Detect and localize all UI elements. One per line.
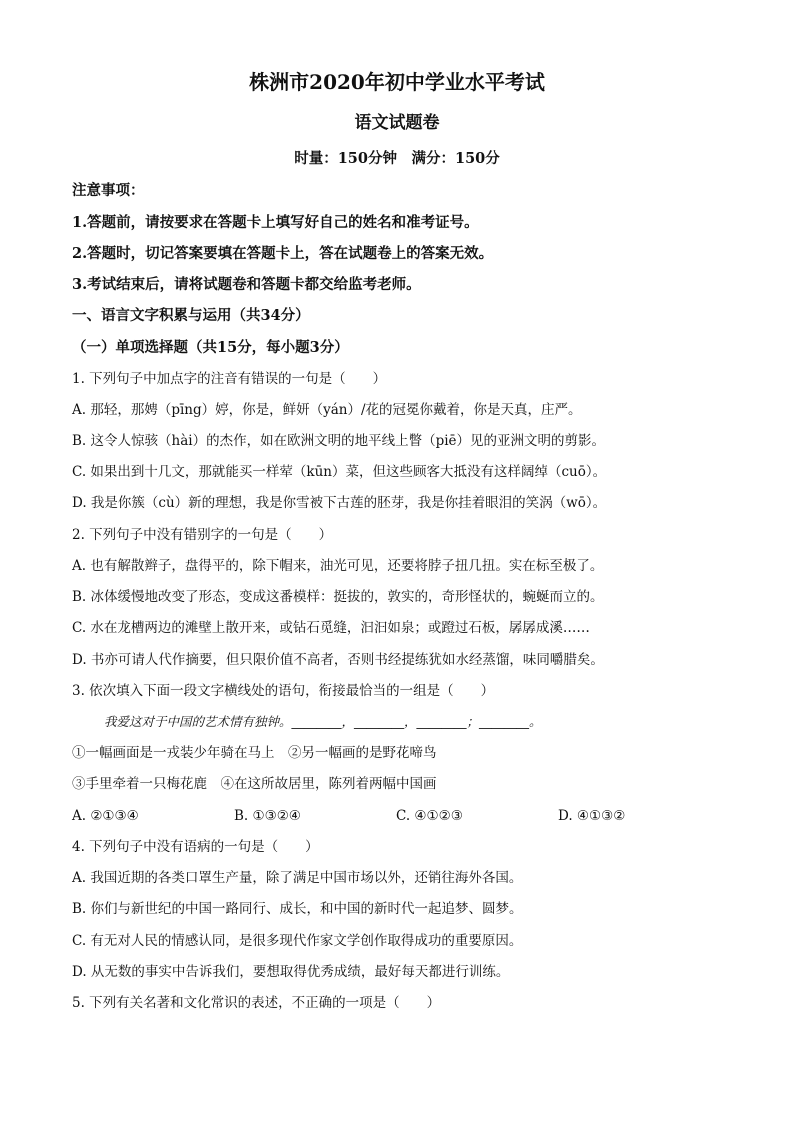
- q3-choice-d: D. ④①③②: [558, 808, 626, 824]
- notice-item-1: 1.答题前，请按要求在答题卡上填写好自己的姓名和准考证号。: [72, 214, 479, 231]
- section-title: 一、语言文字积累与运用（共34分）: [72, 307, 310, 324]
- q2-option-a: A. 也有解散辫子，盘得平的，除下帽来，油光可见，还要将脖子扭几扭。实在标至极了。: [72, 558, 604, 574]
- q2-option-d: D. 书亦可请人代作摘要，但只限价值不高者，否则书经提练犹如水经蒸馏，味同嚼腊矣。: [72, 652, 604, 668]
- q4-option-a: A. 我国近期的各类口罩生产量，除了满足中国市场以外，还销往海外各国。: [72, 870, 523, 886]
- q1-option-d: D. 我是你簇（cù）新的理想，我是你雪被下古莲的胚芽，我是你挂着眼泪的笑涡（wō）。: [72, 495, 607, 511]
- q4-option-b: B. 你们与新世纪的中国一路同行、成长，和中国的新时代一起追梦、圆梦。: [72, 901, 523, 917]
- q3-items-line-2: ③手里牵着一只梅花鹿 ④在这所故居里，陈列着两幅中国画: [72, 776, 437, 792]
- notice-heading: 注意事项：: [72, 182, 145, 199]
- q4-stem: 4. 下列句子中没有语病的一句是（ ）: [72, 839, 319, 855]
- q3-choice-c: C. ④①②③: [396, 808, 463, 824]
- q3-items-line-1: ①一幅画面是一戎装少年骑在马上 ②另一幅画的是野花啼鸟: [72, 745, 437, 761]
- q3-choice-a: A. ②①③④: [72, 808, 139, 824]
- q3-choice-b: B. ①③②④: [234, 808, 301, 824]
- q1-stem: 1. 下列句子中加点字的注音有错误的一句是（ ）: [72, 371, 387, 387]
- q4-option-c: C. 有无对人民的情感认同，是很多现代作家文学创作取得成功的重要原因。: [72, 933, 523, 949]
- q4-option-d: D. 从无数的事实中告诉我们，要想取得优秀成绩，最好每天都进行训练。: [72, 964, 510, 980]
- q2-option-b: B. 冰体缓慢地改变了形态，变成这番模样：挺拔的，敦实的，奇形怪状的，蜿蜒而立的。: [72, 589, 604, 605]
- q3-passage: 我爱这对于中国的艺术情有独钟。________，________，________；________。: [104, 714, 542, 729]
- notice-item-3: 3.考试结束后，请将试题卷和答题卡都交给监考老师。: [72, 276, 421, 293]
- exam-subtitle: 语文试题卷: [354, 113, 440, 133]
- q1-option-b: B. 这令人惊骇（hài）的杰作，如在欧洲文明的地平线上瞥（piē）见的亚洲文明的剪影。: [72, 433, 606, 449]
- q3-stem: 3. 依次填入下面一段文字横线处的语句，衔接最恰当的一组是（ ）: [72, 683, 495, 699]
- q2-option-c: C. 水在龙槽两边的滩壁上散开来，或钻石觅缝，汩汩如泉；或蹬过石板，孱孱成溪……: [72, 620, 590, 636]
- q1-option-a: A. 那轻，那娉（pīng）婷，你是，鲜妍（yán）/花的冠冕你戴着，你是天真，庄严。: [72, 402, 582, 418]
- part-title: （一）单项选择题（共15分，每小题3分）: [72, 339, 349, 356]
- q5-stem: 5. 下列有关名著和文化常识的表述，不正确的一项是（ ）: [72, 995, 441, 1011]
- exam-title: 株洲市2020年初中学业水平考试: [249, 70, 545, 94]
- q2-stem: 2. 下列句子中没有错别字的一句是（ ）: [72, 527, 333, 543]
- exam-meta: 时量：150分钟 满分：150分: [294, 150, 500, 167]
- notice-item-2: 2.答题时，切记答案要填在答题卡上，答在试题卷上的答案无效。: [72, 245, 494, 262]
- q1-option-c: C. 如果出到十几文，那就能买一样荤（kūn）菜，但这些顾客大抵没有这样阔绰（cuō）。: [72, 464, 607, 480]
